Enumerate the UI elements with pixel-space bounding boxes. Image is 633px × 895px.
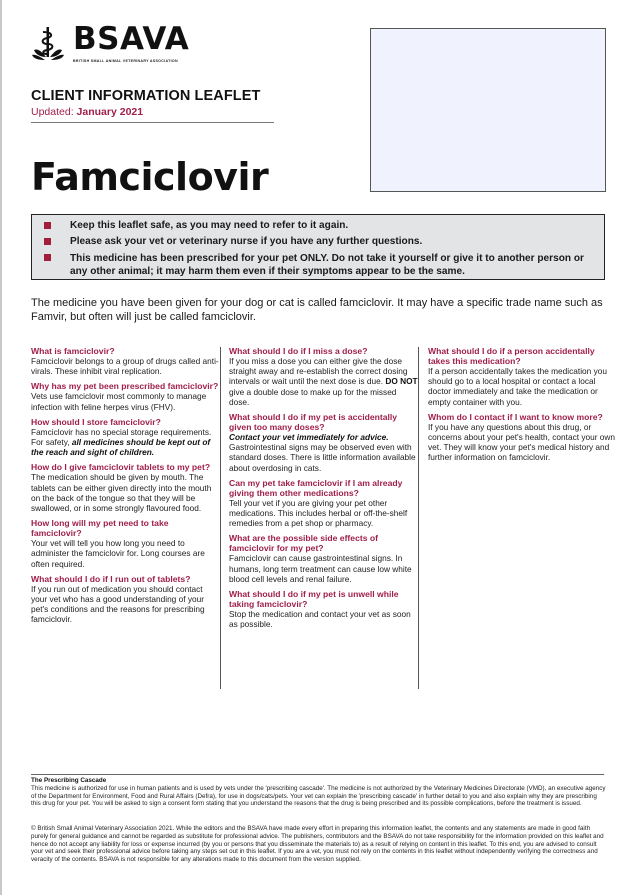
prescription-label-box bbox=[370, 28, 606, 192]
square-bullet-icon bbox=[44, 254, 51, 261]
faq-item bbox=[229, 478, 419, 529]
faq-item bbox=[31, 381, 221, 411]
emphasis-text: DO NOT bbox=[385, 376, 418, 387]
updated-date: January 2021 bbox=[76, 106, 144, 118]
square-bullet-icon bbox=[44, 238, 51, 245]
faq-item bbox=[428, 412, 618, 463]
drug-title: Famciclovir bbox=[31, 155, 269, 199]
faq-question: What is famciclovir? bbox=[31, 346, 115, 356]
updated-line bbox=[31, 106, 143, 118]
square-bullet-icon bbox=[44, 222, 51, 229]
leaflet-title: CLIENT INFORMATION LEAFLET bbox=[31, 88, 261, 104]
faq-question: How do I give famciclovir tablets to my pet? bbox=[31, 462, 211, 473]
faq-column-3 bbox=[428, 346, 618, 468]
faq-item bbox=[31, 518, 221, 569]
footer-divider bbox=[31, 774, 604, 775]
faq-question: What are the possible side effects of famciclovir for my pet? bbox=[229, 533, 378, 554]
updated-label: Updated: bbox=[31, 106, 74, 118]
faq-item bbox=[31, 462, 221, 513]
faq-item bbox=[229, 533, 419, 584]
notice-item: This medicine has been prescribed for your pet ONLY. Do not take it yourself or give it to another person or any other animal; it may harm them even if their symptoms appear to be the same. bbox=[44, 252, 604, 279]
faq-answer: Contact your vet immediately for advice. Gastrointestinal signs may be observed even with standard doses. There is little information available about overdosing in cats. bbox=[229, 432, 416, 473]
emphasis-text: Contact your vet immediately for advice. bbox=[229, 432, 389, 443]
cascade-text: This medicine is authorized for use in human patients and is used by vets under the 'prescribing cascade'. The medicine is not authorized by the Veterinary Medicines Directorate (VMD), an executive agency of the Department for Environment, Food and Rural Affairs (Defra), for use in dogs/cats/pets. Your vet can explain the 'prescribing cascade' in further detail to you and also explain why they are prescribing this drug for your pet. You will be asked to sign a consent form stating that you understand the reasons that the drug is being prescribed and its possible complications, before the treatment is issued. bbox=[31, 784, 606, 808]
faq-question: What should I do if my pet is accidentally given too many doses? bbox=[229, 412, 398, 433]
faq-question: Why has my pet been prescribed famciclovir? bbox=[31, 381, 219, 392]
faq-question: What should I do if a person accidentally takes this medication? bbox=[428, 346, 595, 366]
faq-answer: Tell your vet if you are giving your pet other medications. This includes herbal or off-the-shelf remedies from a pet shop or pharmacy. bbox=[229, 497, 408, 529]
cascade-title: The Prescribing Cascade bbox=[31, 777, 107, 784]
faq-item bbox=[31, 417, 221, 458]
faq-item bbox=[31, 346, 221, 376]
faq-item bbox=[428, 346, 618, 407]
faq-answer: Your vet will tell you how long you need to administer the famciclovir for. Long courses are often required. bbox=[31, 538, 205, 569]
faq-question: How should I store famciclovir? bbox=[31, 416, 161, 427]
faq-answer: If a person accidentally takes the medication you should go to a local hospital or contact a local doctor immediately and take the medication or empty container with you. bbox=[428, 366, 607, 407]
faq-question: Whom do I contact if I want to know more? bbox=[428, 411, 603, 422]
intro-paragraph: The medicine you have been given for your dog or cat is called famciclovir. It may have a specific trade name such as Famvir, but often will just be called famciclovir. bbox=[31, 297, 603, 323]
faq-question: What should I do if I miss a dose? bbox=[229, 346, 368, 356]
faq-answer: If you run out of medication you should contact your vet who has a good understanding of your pet's conditions and the reasons for prescribing famciclovir. bbox=[31, 583, 205, 625]
faq-question: What should I do if my pet is unwell while taking famciclovir? bbox=[229, 589, 399, 610]
faq-answer: If you miss a dose you can either give the dose straight away and re-establish the correct dosing intervals or wait until the next dose is due. DO NOT give a double dose to make up for the missed dose. bbox=[229, 356, 418, 407]
bsava-logo bbox=[31, 21, 191, 66]
faq-column-2 bbox=[229, 346, 419, 634]
faq-answer: Famciclovir has no special storage requirements. For safety, all medicines should be kept out of the reach and sight of children. bbox=[31, 426, 212, 458]
emphasis-text: all medicines should be kept out of the reach and sight of children. bbox=[31, 437, 211, 458]
prescribing-cascade-section bbox=[31, 777, 606, 808]
faq-item bbox=[31, 574, 221, 625]
rod-of-asclepius-icon bbox=[31, 26, 65, 62]
notice-item: Please ask your vet or veterinary nurse if you have any further questions. bbox=[44, 235, 604, 248]
faq-question: How long will my pet need to take famciclovir? bbox=[31, 518, 169, 539]
faq-question: Can my pet take famciclovir if I am already giving them other medications? bbox=[229, 477, 403, 498]
faq-answer: Vets use famciclovir most commonly to manage infection with feline herpes virus (FHV). bbox=[31, 391, 207, 412]
page-edge bbox=[0, 0, 2, 895]
faq-item bbox=[229, 589, 419, 629]
faq-answer: Famciclovir can cause gastrointestinal signs. In humans, long term treatment can cause low white blood cell levels and renal failure. bbox=[229, 553, 412, 584]
safety-notice-box bbox=[31, 214, 605, 280]
faq-answer: The medication should be given by mouth. The tablets can be either given directly into the mouth on the back of the tongue so that they will be swallowed, or in some strongly flavoured food. bbox=[31, 472, 212, 514]
faq-question: What should I do if I run out of tablets? bbox=[31, 573, 191, 584]
faq-item bbox=[229, 412, 419, 473]
notice-item: Keep this leaflet safe, as you may need to refer to it again. bbox=[44, 219, 604, 232]
copyright-disclaimer: © British Small Animal Veterinary Association 2021. While the editors and the BSAVA have made every effort in preparing this information leaflet, the contents and any statements are made in good faith purely for general guidance and cannot be regarded as substitute for professional advice. The publishers, contributors and the BSAVA do not take responsibility for the information provided on this leaflet and hence do not accept any liability for loss or expense incurred (by you or persons that you disseminate the materials to) as a result of relying on content in this leaflet. To this end, you are advised to consult your vet and seek their professional advice before taking any steps set out in this leaflet. If you are a vet, you must not rely on the contents in this leaflet without independently verifying the correctness and veracity of the contents. BSAVA is not responsible for any alterations made to this document from the version supplied. bbox=[31, 825, 604, 864]
logo-subtitle: BRITISH SMALL ANIMAL VETERINARY ASSOCIATION bbox=[73, 59, 178, 63]
faq-column-1 bbox=[31, 346, 221, 630]
faq-answer: Stop the medication and contact your vet as soon as possible. bbox=[229, 609, 411, 630]
faq-answer: If you have any questions about this drug, or concerns about your pet's health, contact your own vet. They will know your pet's medical history and further information on famciclovir. bbox=[428, 421, 615, 463]
title-divider bbox=[31, 122, 274, 123]
faq-item bbox=[229, 346, 419, 407]
faq-answer: Famciclovir belongs to a group of drugs called anti-virals. These inhibit viral replication. bbox=[31, 356, 219, 377]
logo-wordmark: BSAVA bbox=[73, 21, 190, 57]
